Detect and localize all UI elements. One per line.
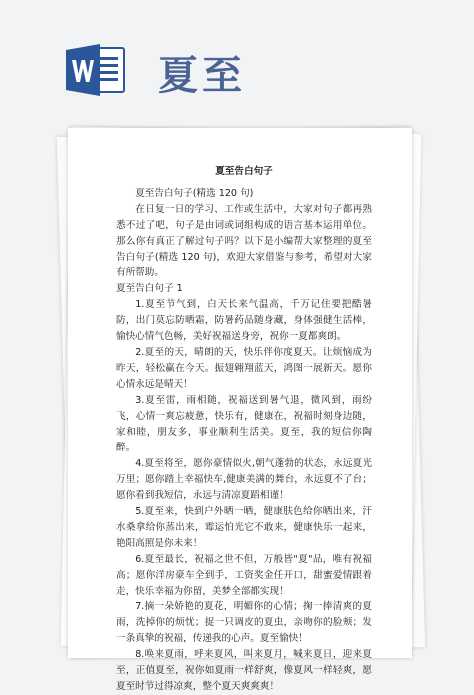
section-heading: 夏至告白句子 1 <box>116 283 183 295</box>
paragraph: 5.夏至来，快到户外晒一晒，健康肤色给你晒出来，汗水桑拿给你蒸出来，霉运怕光它不敢来，健康快乐一起来，艳阳高照是你未来！ <box>116 506 372 549</box>
word-icon <box>64 38 128 102</box>
paragraph: 7.摘一朵娇艳的夏花，明媚你的心情；掬一捧清爽的夏雨，洗掉你的烦忧；捉一只调皮的夏虫，亲吻你的脸颊；发一条真挚的祝福，传递我的心声。夏至愉快！ <box>116 601 372 645</box>
paragraph: 在日复一日的学习、工作或生活中，大家对句子都再熟悉不过了吧，句子是由词或词组构成的语言基本运用单位。那么你有真正了解过句子吗？以下是小编帮大家整理的夏至告白句子(精选 120 句)，欢迎大家借鉴与参考，希望对大家有所帮助。 <box>116 203 372 279</box>
document-page <box>68 128 412 692</box>
document-body <box>116 164 372 695</box>
paragraph: 8.唤来夏雨，呼来夏风，叫来夏月，喊来夏日，迎来夏至，正值夏至，祝你如夏雨一样舒爽，像夏风一样轻爽，愿夏至时节过得凉爽，整个夏天爽爽爽！ <box>116 649 372 692</box>
document-heading: 夏至告白句子 <box>215 166 273 177</box>
paragraph: 6.夏至最长，祝福之世不但，万般皆"夏"品，唯有祝福高；愿你洋房豪车全到手，工资奖金任开口，甜蜜爱情跟着走，快乐幸福为你留，美梦全部都实现！ <box>116 553 372 597</box>
paragraph: 1.夏至节气到，白天长来气温高，千万记住要把酷暑防，出门莫忘防晒霜，防暑药品随身藏，身体强健生活棒，愉快心情气色畅，美好祝福送身旁，祝你一夏都爽朗。 <box>116 299 372 343</box>
paragraph: 3.夏至雷，雨相随，祝福送到暑气退，微风到，雨纷飞，心情一爽忘疲惫，快乐有，健康在，祝福时刻身边随，家和睦，朋友多，事业顺利生活美。夏至，我的短信你陶醉。 <box>116 394 372 454</box>
paragraph: 夏至告白句子(精选 120 句) <box>135 187 254 199</box>
paragraph: 4.夏至将至，愿你豪情似火,朝气蓬勃的状态，永远夏光万里；愿你踏上幸福快车,健康美满的舞台，永远夏不了台；愿你看到我短信，永远与清凉夏蹈相谨！ <box>116 458 372 502</box>
document-title: 夏至 <box>158 53 246 99</box>
paragraph: 2.夏至的天，晴朗的天，快乐伴你度夏天。让烦恼成为昨天，轻松赢在今天。振翅翱翔蓝天，鸿图一展新天。愿你心情永远是晴天！ <box>116 346 372 390</box>
page-header <box>0 0 474 125</box>
